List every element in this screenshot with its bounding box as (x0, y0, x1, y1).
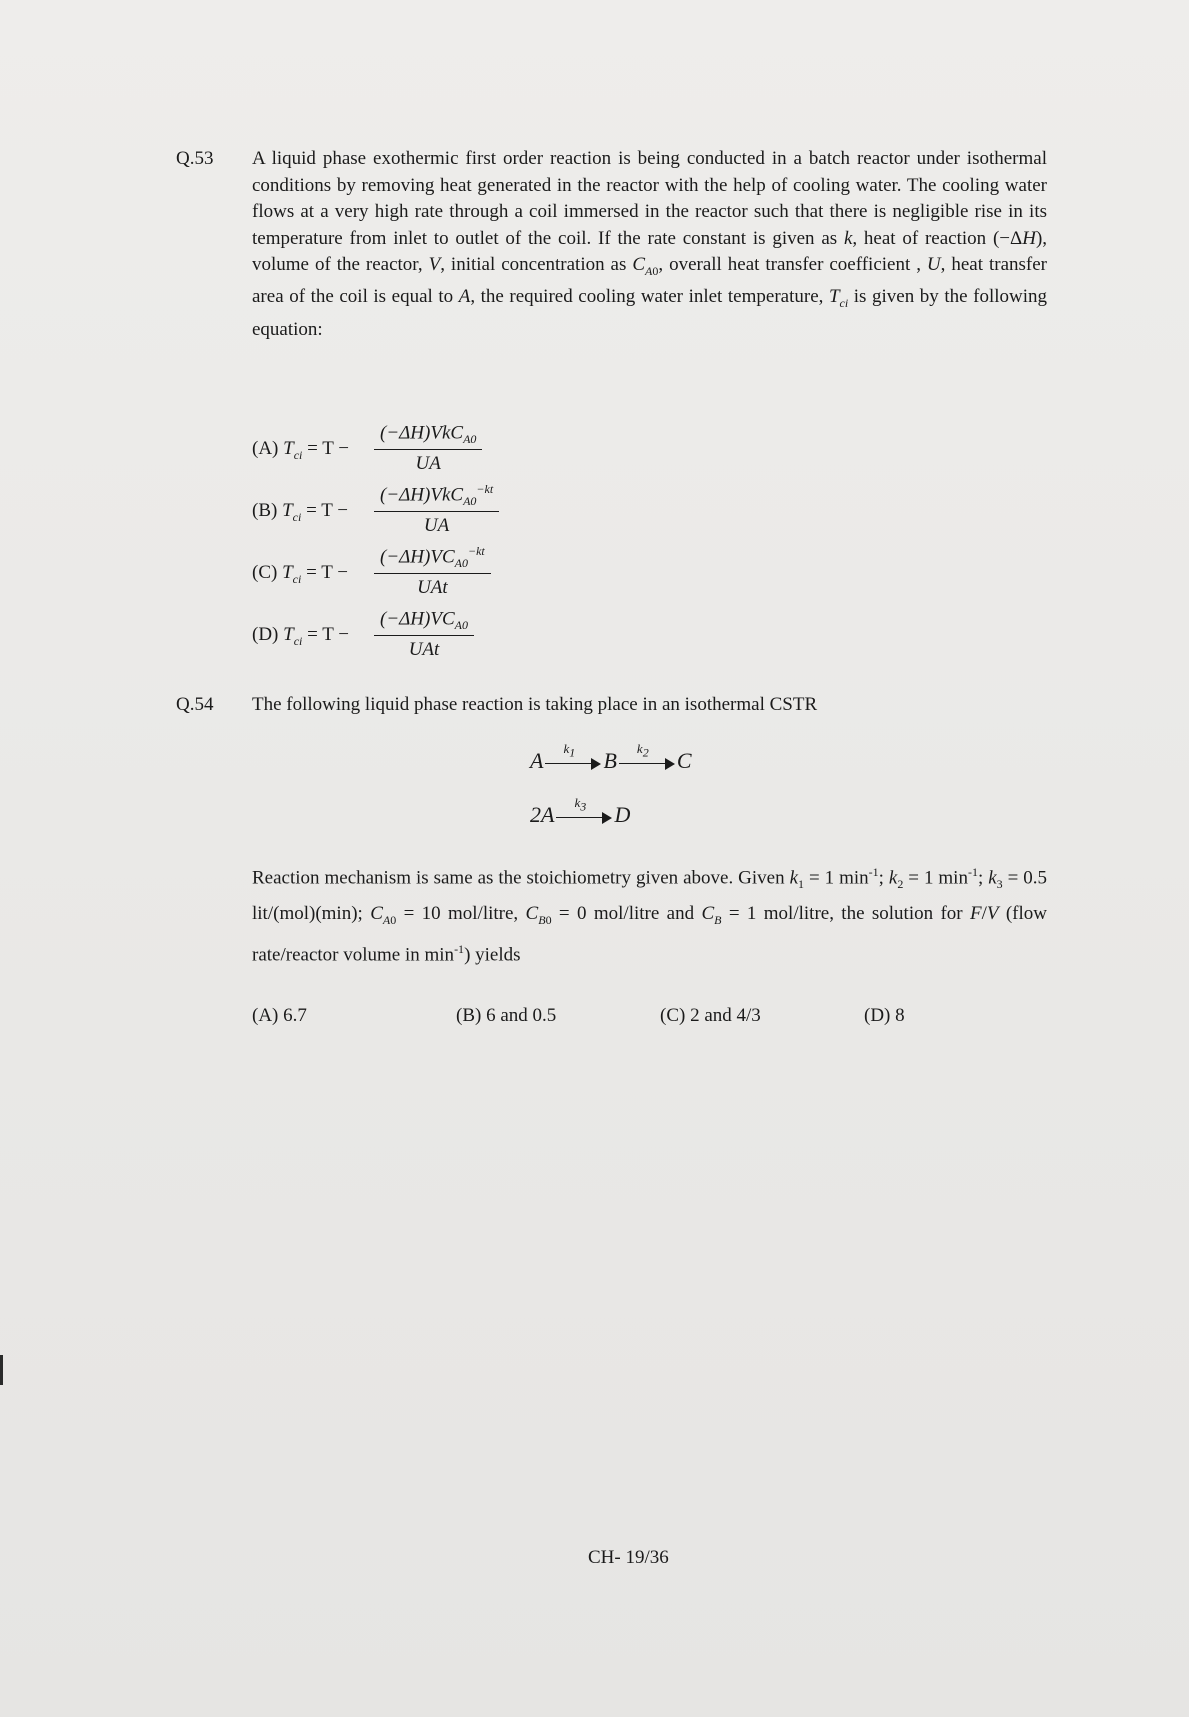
question-54-text: Reaction mechanism is same as the stoichiometry given above. Given $k_1 = 1$ $\min^{-1}$; $k_2 = 1$ $\min^{-1}$; $k_3 = 0.5$ lit/(mol)(min); $C_{A0} = 10$ mol/litre, $C_{B0} = 0$ mol/litre and $C_B = 1$ mol/litre, the solution for F/V (flow rate/reactor volume in $\min^{-1}$) yields (252, 865, 1048, 966)
question-number-53: Q.53 (176, 148, 214, 169)
page-footer: CH- 19/36 (588, 1547, 669, 1568)
choice-c-54[interactable]: (C) 2 and 4/3 (660, 1005, 761, 1026)
choice-a-54[interactable]: (A) 6.7 (252, 1005, 307, 1026)
question-53-text: A liquid phase exothermic first order reaction is being conducted in a batch reactor under isothermal conditions by removing heat generated in the reactor with the help of cooling water. The cooling water flows at a very high rate through a coil immersed in the reactor such that there is negligible rise in its temperature from inlet to outlet of the coil. If the rate constant is given as k, heat of reaction (−ΔH), volume of the reactor, V, initial concentration as $C_{A0}$, overall heat transfer coefficient , U, heat transfer area of the coil is equal to A, the required cooling water inlet temperature, $T_{ci}$ is given by the following equation: (252, 148, 1048, 340)
reaction-dimerization: 2A $k_3$ D (530, 794, 631, 827)
exam-page: Q.53 A liquid phase exothermic first order reaction is being conducted in a batch reactor under isothermal conditions by removing heat generated in the reactor with the help of cooling water. The cooling water flows at a very high rate through a coil immersed in the reactor such that there is negligible rise in its temperature from inlet to outlet of the coil. If the rate constant is given as k, heat of reaction (−ΔH), volume of the reactor, V, initial concentration as $C_{A0}$, overall heat transfer coefficient , U, heat transfer area of the coil is equal to A, the required cooling water inlet temperature, $T_{ci}$ is given by the following equation: (A) $T_{ci} = T$ − (−ΔH)VkC$_{A0}$ UA (B) $T_{ci} = T$ − (−ΔH)VkC$_{A0}^{-kt}$ UA (C) $T_{ci} = T$ − $(-\Delta H)VC_{A0}^{-kt}$ UAt (D) $T_{ci} = T$ − $(-\Delta H)VC_{A0}$ UAt Q.54 The following liquid phase reaction is taking place in an isothermal CSTR A $k_1$ B $k_2$ C 2A $k_3$ D Reaction mechanism is same as the stoichiometry given above. Given $k_1 = 1$ $\min^{-1}$; $k_2 = 1$ $\min^{-1}$; $k_3 = 0.5$ lit/(mol)(min); $C_{A0} = 10$ mol/litre, $C_{B0} = 0$ mol/litre and $C_B = 1$ mol/litre, the solution for F/V (flow rate/reactor volume in $\min^{-1}$) yields (A) 6.7 (B) 6 and 0.5 (C) 2 and 4/3 (D) 8 CH- 19/36 (0, 0, 1189, 1717)
question-number-54: Q.54 (176, 694, 214, 715)
arrow-k2: $k_2$ (619, 756, 675, 770)
reaction-series: A $k_1$ B $k_2$ C (530, 740, 692, 773)
choice-b-54[interactable]: (B) 6 and 0.5 (456, 1005, 557, 1026)
arrow-k3: $k_3$ (556, 810, 612, 824)
choice-d-54[interactable]: (D) 8 (864, 1005, 905, 1026)
scan-mark (0, 1355, 3, 1385)
arrow-k1: $k_1$ (545, 756, 601, 770)
question-54-intro: The following liquid phase reaction is taking place in an isothermal CSTR (252, 694, 818, 715)
